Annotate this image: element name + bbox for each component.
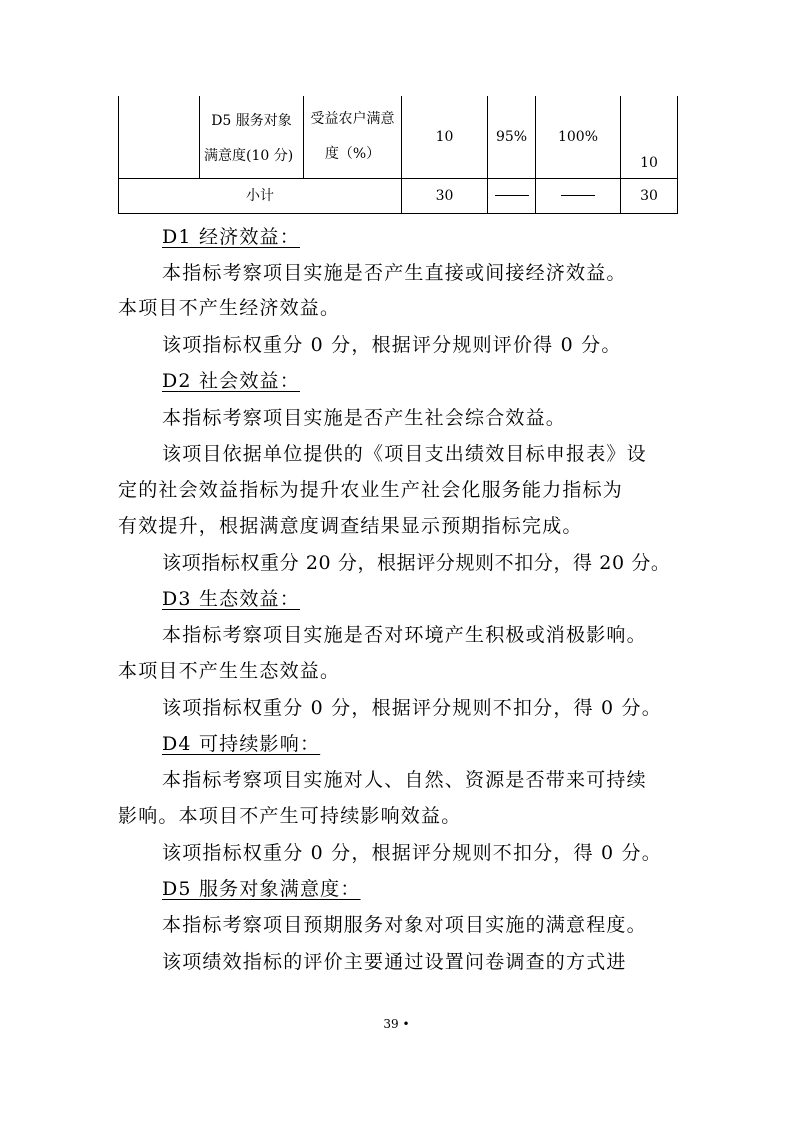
section-heading-d5: D5 服务对象满意度： xyxy=(162,878,361,900)
score-table xyxy=(118,96,678,214)
section-heading-d3: D3 生态效益： xyxy=(162,588,300,610)
sub-indicator-cell xyxy=(304,96,402,179)
indicator-cell xyxy=(200,96,304,179)
paragraph-line: 本指标考察项目实施对人、自然、资源是否带来可持续 xyxy=(162,769,647,791)
subtotal-score: 30 xyxy=(621,179,678,214)
category-cell xyxy=(119,96,200,179)
section-heading-d4: D4 可持续影响： xyxy=(162,733,321,755)
paragraph-line: 该项指标权重分 0 分，根据评分规则评价得 0 分。 xyxy=(162,334,622,356)
score-cell: 10 xyxy=(621,96,678,179)
paragraph-line: 本项目不产生经济效益。 xyxy=(118,297,341,319)
paragraph-line: 该项目依据单位提供的《项目支出绩效目标申报表》设 xyxy=(162,443,647,465)
paragraph-line: 该项绩效指标的评价主要通过设置问卷调查的方式进 xyxy=(162,951,627,973)
subtotal-actual-dash xyxy=(536,179,621,214)
subtotal-weight: 30 xyxy=(402,179,488,214)
paragraph-line: 本指标考察项目实施是否产生社会综合效益。 xyxy=(162,407,567,429)
table-row xyxy=(119,96,678,179)
section-heading-d2: D2 社会效益： xyxy=(162,370,300,392)
paragraph-line: 该项指标权重分 0 分，根据评分规则不扣分，得 0 分。 xyxy=(162,697,662,719)
paragraph-line: 该项指标权重分 0 分，根据评分规则不扣分，得 0 分。 xyxy=(162,842,662,864)
paragraph-line: 影响。本项目不产生可持续影响效益。 xyxy=(118,805,462,827)
subtotal-target-dash xyxy=(488,179,536,214)
sub-indicator-line2: 度（%） xyxy=(324,146,381,162)
paragraph-line: 该项指标权重分 20 分，根据评分规则不扣分，得 20 分。 xyxy=(162,552,671,574)
subtotal-label: 小计 xyxy=(119,179,402,214)
paragraph-line: 本指标考察项目预期服务对象对项目实施的满意程度。 xyxy=(162,914,647,936)
paragraph-line: 定的社会效益指标为提升农业生产社会化服务能力指标为 xyxy=(118,479,624,501)
indicator-weight: 满意度(10 分) xyxy=(204,148,294,164)
paragraph-line: 本指标考察项目实施是否产生直接或间接经济效益。 xyxy=(162,262,627,284)
paragraph-line: 本项目不产生生态效益。 xyxy=(118,660,341,682)
paragraph-line: 本指标考察项目实施是否对环境产生积极或消极影响。 xyxy=(162,624,647,646)
target-cell: 95% xyxy=(488,96,536,179)
indicator-name: D5 服务对象 xyxy=(211,113,292,130)
sub-indicator-line1: 受益农户满意 xyxy=(310,111,395,128)
page-number: 39 • xyxy=(383,1017,410,1031)
section-heading-d1: D1 经济效益： xyxy=(162,226,300,248)
table-row xyxy=(119,179,678,214)
weight-cell: 10 xyxy=(402,96,488,179)
paragraph-line: 有效提升，根据满意度调查结果显示预期指标完成。 xyxy=(118,515,583,537)
actual-cell: 100% xyxy=(536,96,621,179)
